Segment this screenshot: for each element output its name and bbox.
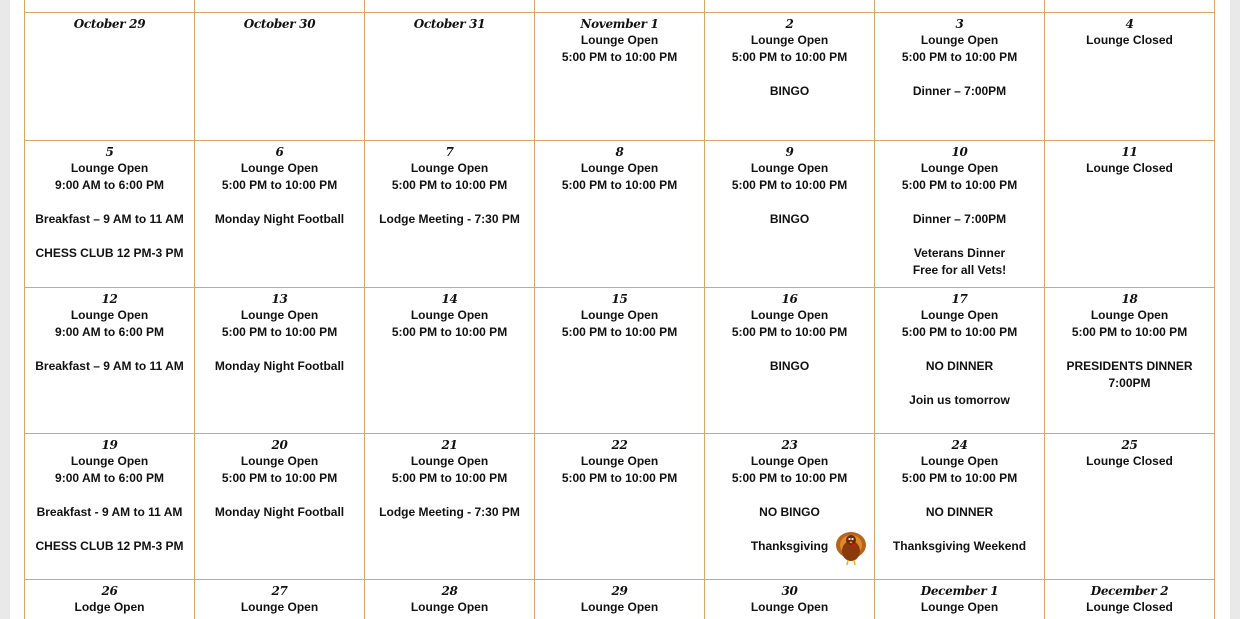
event-line: Lounge Open <box>920 308 999 322</box>
event-line: 5:00 PM to 10:00 PM <box>221 471 338 485</box>
event-line: Lodge Meeting - 7:30 PM <box>379 212 520 226</box>
line-spacer <box>875 521 1044 538</box>
event-line: 5:00 PM to 10:00 PM <box>731 50 848 64</box>
event-line: 5:00 PM to 10:00 PM <box>391 178 508 192</box>
event-line: Lodge Meeting - 7:30 PM <box>379 505 520 519</box>
line-spacer <box>25 228 194 245</box>
event-line: Lounge Open <box>750 33 829 47</box>
day-number: 18 <box>1121 292 1138 306</box>
event-line: Monday Night Football <box>214 212 345 226</box>
event-line: Lounge Closed <box>1086 600 1173 614</box>
calendar-cell-blank <box>535 0 705 12</box>
day-number: 17 <box>951 292 968 306</box>
event-line: 5:00 PM to 10:00 PM <box>561 471 678 485</box>
day-number: 15 <box>611 292 628 306</box>
previous-week-row-edge <box>25 0 1215 13</box>
calendar-day-cell <box>365 141 535 287</box>
event-line: Lounge Open <box>580 454 659 468</box>
event-line: Thanksgiving Weekend <box>892 539 1027 553</box>
day-number: 14 <box>441 292 458 306</box>
event-line: Lounge Open <box>750 600 829 614</box>
calendar-cell-blank <box>875 0 1045 12</box>
calendar-day-cell <box>705 580 875 619</box>
calendar-day-cell <box>875 434 1045 579</box>
line-spacer <box>25 194 194 211</box>
event-line: Dinner – 7:00PM <box>912 212 1007 226</box>
day-number: 7 <box>445 145 454 159</box>
event-line: 5:00 PM to 10:00 PM <box>561 50 678 64</box>
line-spacer <box>705 487 874 504</box>
event-line: Lounge Open <box>580 600 659 614</box>
calendar-week-row <box>25 434 1215 580</box>
day-number: 16 <box>781 292 798 306</box>
day-number: 4 <box>1125 17 1134 31</box>
line-spacer <box>875 487 1044 504</box>
calendar-day-cell <box>195 288 365 433</box>
day-number: 29 <box>611 584 628 598</box>
calendar-day-cell <box>875 13 1045 140</box>
line-spacer <box>25 487 194 504</box>
line-spacer <box>705 341 874 358</box>
event-line: 5:00 PM to 10:00 PM <box>391 471 508 485</box>
line-spacer <box>365 487 534 504</box>
calendar-day-cell <box>25 580 195 619</box>
day-number: December 2 <box>1090 584 1169 598</box>
day-number: 2 <box>785 17 794 31</box>
calendar-day-cell <box>195 434 365 579</box>
calendar-day-cell <box>535 580 705 619</box>
line-spacer <box>875 375 1044 392</box>
calendar-cell-blank <box>195 0 365 12</box>
calendar-day-cell <box>535 141 705 287</box>
event-line: Lounge Open <box>750 454 829 468</box>
calendar-day-cell <box>535 13 705 140</box>
calendar-day-cell <box>1045 141 1215 287</box>
line-spacer <box>875 228 1044 245</box>
event-line: 5:00 PM to 10:00 PM <box>901 50 1018 64</box>
event-line: Veterans Dinner <box>913 246 1006 260</box>
event-line: Breakfast – 9 AM to 11 AM <box>35 212 184 226</box>
day-number: 22 <box>611 438 628 452</box>
event-line: 5:00 PM to 10:00 PM <box>391 325 508 339</box>
event-line: Lounge Open <box>70 454 149 468</box>
calendar-day-cell <box>1045 13 1215 140</box>
calendar-day-cell <box>365 580 535 619</box>
event-line: Join us tomorrow <box>909 393 1010 407</box>
event-line: 5:00 PM to 10:00 PM <box>731 325 848 339</box>
calendar-day-cell <box>1045 288 1215 433</box>
calendar-day-cell <box>535 288 705 433</box>
event-line: Lounge Open <box>920 600 999 614</box>
event-line: Lounge Open <box>70 308 149 322</box>
calendar-day-cell <box>705 141 875 287</box>
event-line: Lounge Open <box>240 308 319 322</box>
line-spacer <box>705 66 874 83</box>
calendar-day-cell <box>1045 580 1215 619</box>
event-line: Lounge Open <box>410 308 489 322</box>
day-number: 3 <box>955 17 964 31</box>
event-line: PRESIDENTS DINNER <box>1066 359 1193 373</box>
day-number: 19 <box>101 438 118 452</box>
event-line: 5:00 PM to 10:00 PM <box>731 471 848 485</box>
calendar-day-cell <box>365 434 535 579</box>
event-line: Dinner – 7:00PM <box>912 84 1007 98</box>
event-line: Lounge Open <box>580 33 659 47</box>
event-line: Lounge Open <box>240 161 319 175</box>
calendar-week-row <box>25 141 1215 288</box>
event-line: 5:00 PM to 10:00 PM <box>221 178 338 192</box>
event-line: Lounge Open <box>750 308 829 322</box>
event-line: 5:00 PM to 10:00 PM <box>731 178 848 192</box>
day-number: November 1 <box>580 17 659 31</box>
event-line: Lounge Closed <box>1086 33 1173 47</box>
calendar-day-cell <box>25 141 195 287</box>
event-line: 9:00 AM to 6:00 PM <box>55 178 164 192</box>
day-number: 12 <box>101 292 118 306</box>
day-number: 8 <box>615 145 624 159</box>
day-number: October 29 <box>73 17 146 31</box>
line-spacer <box>1045 341 1214 358</box>
event-line: BINGO <box>769 84 810 98</box>
event-line: Lounge Open <box>410 454 489 468</box>
line-spacer <box>705 194 874 211</box>
calendar-day-cell <box>705 13 875 140</box>
event-line: Lounge Open <box>410 161 489 175</box>
event-line: CHESS CLUB 12 PM-3 PM <box>35 539 184 553</box>
calendar-day-cell <box>195 580 365 619</box>
line-spacer <box>25 521 194 538</box>
calendar-cell-blank <box>365 0 535 12</box>
event-line: 9:00 AM to 6:00 PM <box>55 471 164 485</box>
event-line: 5:00 PM to 10:00 PM <box>901 471 1018 485</box>
day-number: 13 <box>271 292 288 306</box>
calendar-cell-blank <box>1045 0 1215 12</box>
event-line: 5:00 PM to 10:00 PM <box>561 325 678 339</box>
event-line: Lounge Closed <box>1086 161 1173 175</box>
calendar-day-cell <box>25 434 195 579</box>
line-spacer <box>365 194 534 211</box>
event-line: NO DINNER <box>925 505 994 519</box>
event-line: 5:00 PM to 10:00 PM <box>561 178 678 192</box>
calendar-day-cell <box>365 13 535 140</box>
day-number: 27 <box>271 584 288 598</box>
line-spacer <box>875 66 1044 83</box>
event-line: Lounge Open <box>920 161 999 175</box>
day-number: 25 <box>1121 438 1138 452</box>
event-line: Monday Night Football <box>214 505 345 519</box>
event-line: 7:00PM <box>1108 376 1151 390</box>
calendar-cell-blank <box>25 0 195 12</box>
day-number: 6 <box>275 145 284 159</box>
day-number: 24 <box>951 438 968 452</box>
event-line: BINGO <box>769 212 810 226</box>
event-line: Thanksgiving <box>750 539 829 553</box>
calendar-week-row <box>25 288 1215 434</box>
event-line: Lounge Open <box>240 454 319 468</box>
calendar-week-row <box>25 13 1215 141</box>
event-line: Lounge Open <box>750 161 829 175</box>
day-number: 21 <box>441 438 458 452</box>
event-line: 5:00 PM to 10:00 PM <box>221 325 338 339</box>
event-line: Lounge Open <box>1090 308 1169 322</box>
event-line: 9:00 AM to 6:00 PM <box>55 325 164 339</box>
day-number: 11 <box>1121 145 1138 159</box>
calendar-page <box>10 0 1230 619</box>
event-line: Lounge Open <box>920 33 999 47</box>
event-line: NO BINGO <box>759 505 820 519</box>
calendar-day-cell <box>365 288 535 433</box>
calendar-day-cell <box>875 580 1045 619</box>
event-line: Monday Night Football <box>214 359 345 373</box>
event-line: Lounge Open <box>410 600 489 614</box>
event-line: 5:00 PM to 10:00 PM <box>1071 325 1188 339</box>
day-number: 23 <box>781 438 798 452</box>
day-number: 28 <box>441 584 458 598</box>
event-line: NO DINNER <box>925 359 994 373</box>
calendar-day-cell <box>1045 434 1215 579</box>
calendar-day-cell <box>195 141 365 287</box>
event-line: Lounge Closed <box>1086 454 1173 468</box>
event-line: CHESS CLUB 12 PM-3 PM <box>35 246 184 260</box>
line-spacer <box>195 194 364 211</box>
line-spacer <box>25 341 194 358</box>
calendar-week-row <box>25 580 1215 619</box>
calendar-day-cell <box>25 288 195 433</box>
line-spacer <box>875 341 1044 358</box>
calendar-day-cell <box>195 13 365 140</box>
calendar-day-cell <box>875 141 1045 287</box>
event-line: Lounge Open <box>240 600 319 614</box>
event-line: 5:00 PM to 10:00 PM <box>901 325 1018 339</box>
event-line: BINGO <box>769 359 810 373</box>
event-line: Breakfast - 9 AM to 11 AM <box>36 505 183 519</box>
day-number: 26 <box>101 584 118 598</box>
day-number: 9 <box>785 145 794 159</box>
calendar-day-cell <box>705 434 875 579</box>
event-line: Lounge Open <box>920 454 999 468</box>
calendar-day-cell <box>705 288 875 433</box>
calendar-day-cell <box>25 13 195 140</box>
event-line: Lodge Open <box>74 600 145 614</box>
calendar-cell-blank <box>705 0 875 12</box>
event-line: Free for all Vets! <box>912 263 1007 277</box>
line-spacer <box>875 194 1044 211</box>
calendar-grid <box>24 0 1215 619</box>
line-spacer <box>195 487 364 504</box>
line-spacer <box>195 341 364 358</box>
day-number: December 1 <box>920 584 999 598</box>
calendar-day-cell <box>875 288 1045 433</box>
day-number: 20 <box>271 438 288 452</box>
event-line: Lounge Open <box>580 308 659 322</box>
day-number: 30 <box>781 584 798 598</box>
day-number: October 30 <box>243 17 316 31</box>
day-number: 10 <box>951 145 968 159</box>
day-number: 5 <box>105 145 114 159</box>
event-line: Breakfast – 9 AM to 11 AM <box>35 359 184 373</box>
event-line: Lounge Open <box>580 161 659 175</box>
event-line: 5:00 PM to 10:00 PM <box>901 178 1018 192</box>
turkey-icon <box>834 529 868 567</box>
calendar-day-cell <box>535 434 705 579</box>
event-line: Lounge Open <box>70 161 149 175</box>
day-number: October 31 <box>413 17 486 31</box>
